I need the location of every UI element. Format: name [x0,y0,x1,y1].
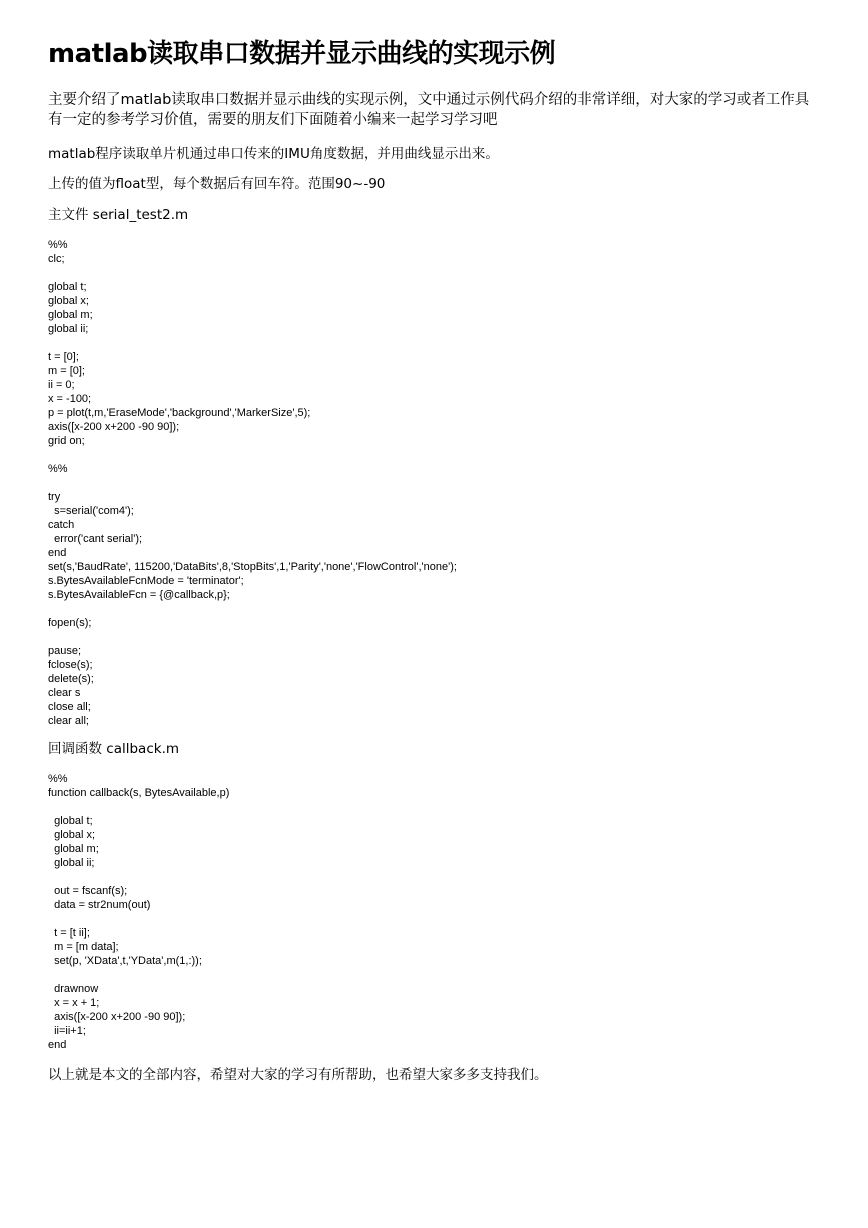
page-title: matlab读取串口数据并显示曲线的实现示例 [48,39,556,69]
main-file-heading: 主文件 serial_test2.m [48,207,189,223]
intro-paragraph: matlab程序读取单片机通过串口传来的IMU角度数据，并用曲线显示出来。 [48,146,499,162]
closing-paragraph: 以上就是本文的全部内容，希望对大家的学习有所帮助，也希望大家多多支持我们。 [48,1067,548,1083]
main-code-block: %% clc; global t; global x; global m; global ii; t = [0]; m = [0]; ii = 0; x = -100; p = plot(t,m,'EraseMode','background','MarkerSize',5); axis([x-200 x+200 -90 90]); grid on; %% try s=serial('com4'); catch error('cant serial'); end set(s,'BaudRate', 115200,'DataBits',8,'StopBits',1,'Parity','none','FlowControl','none'); s.BytesAvailableFcnMode = 'terminator'; s.BytesAvailableFcn = {@callback,p}; fopen(s); pause; fclose(s); delete(s); clear s close all; clear all; [48,239,457,727]
article-summary: 主要介绍了matlab读取串口数据并显示曲线的实现示例，文中通过示例代码介绍的非常详细，对大家的学习或者工作具有一定的参考学习价值，需要的朋友们下面随着小编来一起学习学习吧 [48,92,810,128]
upload-note-paragraph: 上传的值为float型，每个数据后有回车符。范围90~-90 [48,176,386,192]
callback-code-block: %% function callback(s, BytesAvailable,p) global t; global x; global m; global ii; out = fscanf(s); data = str2num(out) t = [t ii]; m = [m data]; set(p, 'XData',t,'YData',m(1,:)); drawnow x = x + 1; axis([x-200 x+200 -90 90]); ii=ii+1; end [48,773,230,1051]
callback-heading: 回调函数 callback.m [48,741,180,757]
